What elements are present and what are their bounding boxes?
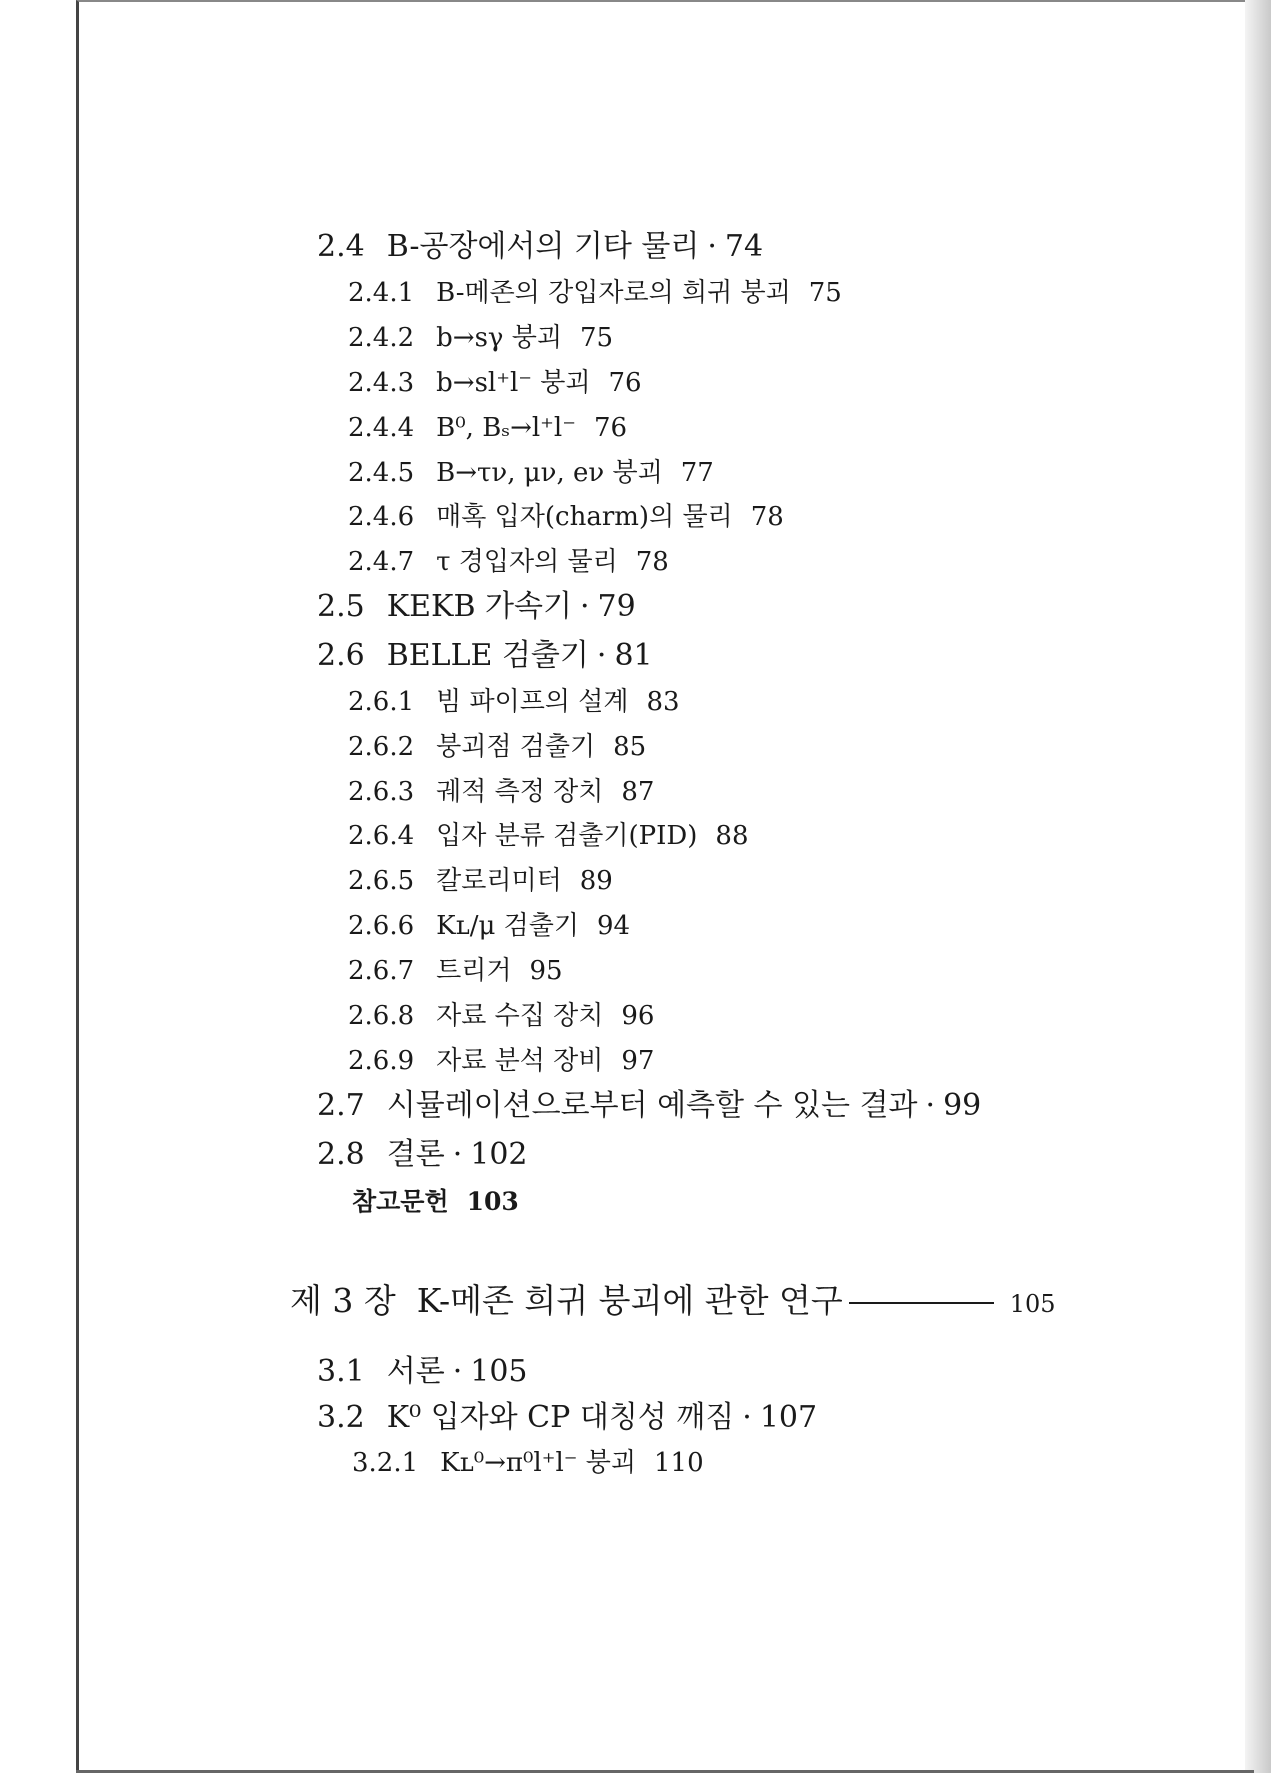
page-number: 94	[596, 911, 631, 941]
section-number: 2.6	[317, 638, 365, 673]
page-number: 76	[593, 413, 628, 443]
page-number: 96	[621, 1001, 655, 1031]
separator-dot: ·	[925, 1088, 936, 1123]
section-number: 2.6.7	[348, 956, 415, 986]
separator-dot: ·	[452, 1137, 463, 1172]
page-number: 76	[608, 368, 642, 398]
separator-dot: ·	[579, 589, 590, 624]
page-number: 85	[613, 732, 647, 762]
section-number: 2.4.3	[348, 368, 415, 398]
section-number: 3.1	[317, 1354, 365, 1389]
page-number: 105	[470, 1354, 528, 1389]
section-number: 2.6.3	[348, 777, 415, 807]
page-number: 75	[579, 323, 614, 353]
section-number: 2.7	[317, 1088, 365, 1123]
section-title: 매혹 입자(charm)의 물리	[436, 502, 733, 532]
section-number: 2.5	[317, 589, 365, 624]
section-title: 붕괴점 검출기	[436, 732, 596, 762]
toc-section-2-6	[317, 638, 653, 673]
section-title: BELLE 검출기	[386, 638, 589, 673]
toc-chapter-3	[290, 1281, 1056, 1320]
section-number: 2.6.6	[348, 911, 415, 941]
section-number: 2.6.9	[348, 1046, 415, 1076]
toc-subsection-2-4-5	[348, 460, 714, 486]
chapter-title: K-메존 희귀 붕괴에 관한 연구	[416, 1281, 843, 1320]
page-number: 78	[635, 547, 669, 577]
separator-dot: ·	[742, 1400, 752, 1435]
toc-subsection-3-2-1	[352, 1450, 704, 1476]
toc-subsection-2-4-3	[348, 370, 642, 396]
page-number: 83	[646, 687, 680, 717]
section-title: 궤적 측정 장치	[436, 777, 604, 807]
toc-subsection-2-6-7	[348, 958, 563, 984]
section-title: KEKB 가속기	[386, 589, 572, 624]
section-title: 참고문헌	[352, 1187, 449, 1216]
section-title: b→sl⁺l⁻ 붕괴	[436, 368, 591, 398]
section-title: B⁰, Bₛ→l⁺l⁻	[436, 413, 576, 443]
toc-subsection-2-4-6	[348, 504, 784, 530]
section-title: B-공장에서의 기타 물리	[386, 229, 700, 264]
toc-section-3-1	[317, 1354, 528, 1389]
section-number: 2.6.2	[348, 732, 415, 762]
section-title: 자료 분석 장비	[436, 1046, 604, 1076]
toc-subsection-2-6-1	[348, 689, 680, 715]
page-number: 81	[614, 638, 653, 673]
toc-references	[352, 1189, 519, 1214]
page-number: 103	[466, 1187, 519, 1216]
section-number: 2.6.5	[348, 866, 415, 896]
section-number: 2.4	[317, 229, 365, 264]
section-number: 2.6.8	[348, 1001, 415, 1031]
toc-subsection-2-6-6	[348, 913, 630, 939]
toc-subsection-2-4-1	[348, 280, 842, 306]
page-number: 88	[715, 821, 749, 851]
page-number: 89	[579, 866, 613, 896]
section-title: 자료 수집 장치	[436, 1001, 604, 1031]
toc-section-2-8	[317, 1137, 528, 1172]
toc-section-2-5	[317, 589, 636, 624]
toc-subsection-2-6-9	[348, 1048, 654, 1074]
separator-dot: ·	[707, 229, 717, 264]
page-number: 102	[470, 1137, 528, 1172]
separator-dot: ·	[452, 1354, 463, 1389]
toc-subsection-2-6-4	[348, 823, 749, 849]
page-number: 99	[943, 1088, 982, 1123]
page-number: 87	[621, 777, 655, 807]
section-title: Kʟ/μ 검출기	[436, 911, 579, 941]
section-number: 2.4.4	[348, 413, 415, 443]
section-number: 2.4.5	[348, 458, 415, 488]
section-title: 입자 분류 검출기(PID)	[436, 821, 698, 851]
page-number: 78	[750, 502, 784, 532]
page-number: 75	[808, 278, 842, 308]
section-title: B-메존의 강입자로의 희귀 붕괴	[436, 278, 791, 308]
section-title: B→τν, μν, eν 붕괴	[436, 458, 663, 488]
section-number: 2.6.1	[348, 687, 415, 717]
page-number: 77	[680, 458, 714, 488]
section-number: 2.8	[317, 1137, 365, 1172]
section-title: 서론	[386, 1354, 445, 1389]
section-title: Kʟ⁰→π⁰l⁺l⁻ 붕괴	[440, 1448, 636, 1478]
section-number: 2.4.1	[348, 278, 415, 308]
section-number: 2.6.4	[348, 821, 415, 851]
page-number: 97	[621, 1046, 655, 1076]
toc-subsection-2-6-2	[348, 734, 646, 760]
toc-section-2-7	[317, 1088, 982, 1123]
section-number: 3.2.1	[352, 1448, 419, 1478]
toc-subsection-2-6-8	[348, 1003, 654, 1029]
section-title: 결론	[386, 1137, 445, 1172]
page-number: 95	[529, 956, 563, 986]
toc-subsection-2-4-2	[348, 325, 613, 351]
page-number: 79	[597, 589, 636, 624]
section-title: 칼로리미터	[436, 866, 562, 896]
section-title: 시뮬레이션으로부터 예측할 수 있는 결과	[386, 1088, 918, 1123]
section-title: τ 경입자의 물리	[436, 547, 618, 577]
page-number: 107	[759, 1400, 818, 1435]
page-number: 110	[654, 1448, 704, 1478]
toc-section-2-4	[317, 229, 764, 264]
toc-subsection-2-6-3	[348, 779, 654, 805]
toc-subsection-2-6-5	[348, 868, 613, 894]
page-number: 74	[724, 229, 764, 264]
page-number: 105	[1009, 1290, 1056, 1318]
toc-section-3-2	[317, 1400, 818, 1435]
section-number: 3.2	[317, 1400, 365, 1435]
toc-subsection-2-4-4	[348, 415, 627, 441]
section-title: 트리거	[436, 956, 512, 986]
separator-dot: ·	[596, 638, 607, 673]
section-title: b→sγ 붕괴	[436, 323, 562, 353]
leader-rule	[849, 1302, 994, 1304]
chapter-label: 제 3 장	[290, 1281, 396, 1320]
section-number: 2.4.6	[348, 502, 415, 532]
section-number: 2.4.7	[348, 547, 415, 577]
section-title: 빔 파이프의 설계	[436, 687, 629, 717]
section-title: K⁰ 입자와 CP 대칭성 깨짐	[386, 1400, 735, 1435]
toc-subsection-2-4-7	[348, 549, 669, 575]
section-number: 2.4.2	[348, 323, 415, 353]
